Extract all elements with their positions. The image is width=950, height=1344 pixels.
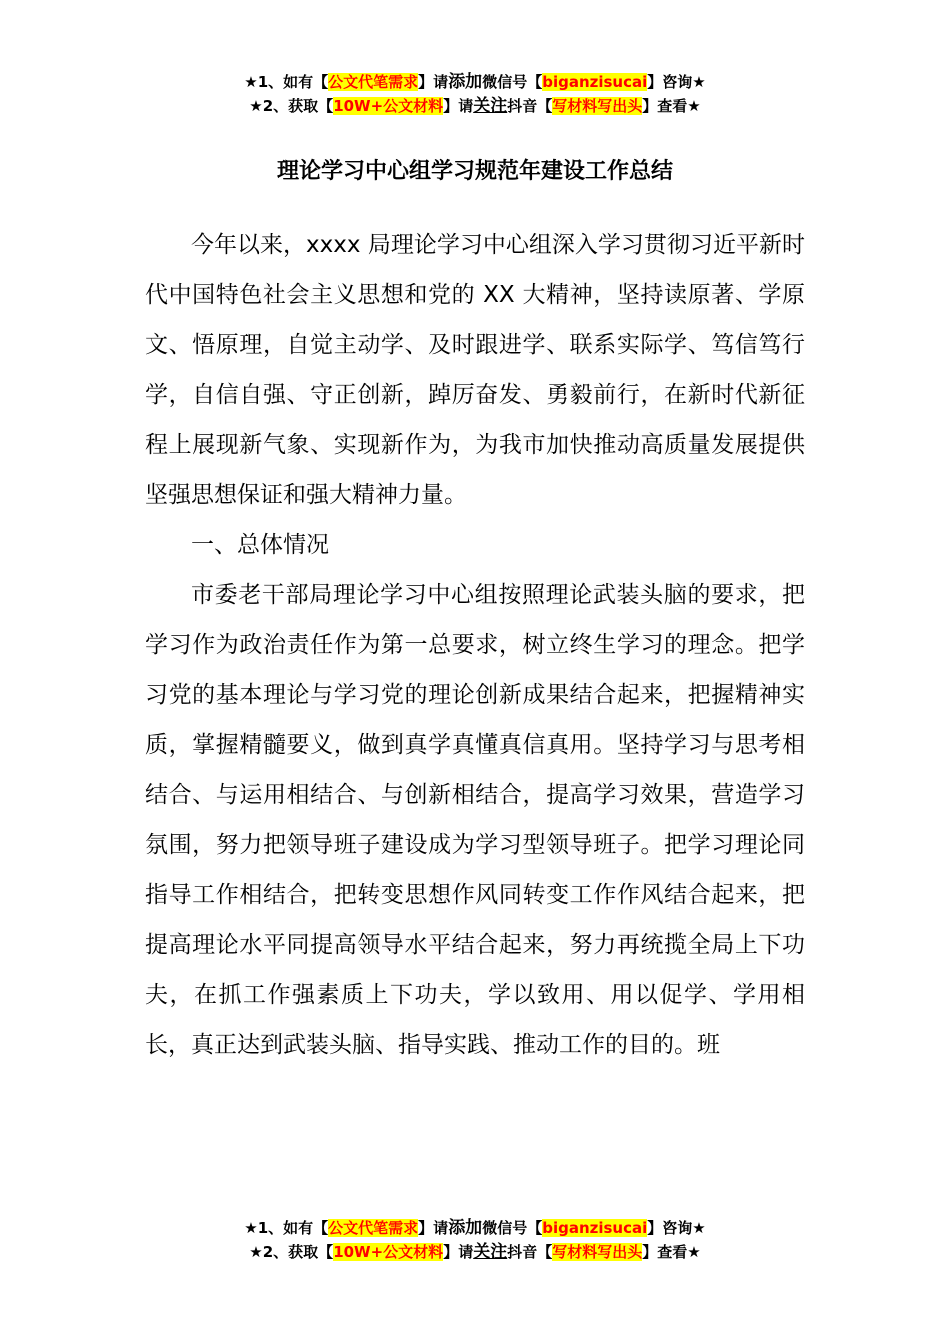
paragraph-overview: 市委老干部局理论学习中心组按照理论武装头脑的要求，把学习作为政治责任作为第一总要求，树立终生学习的理念。把学习党的基本理论与学习党的理论创新成果结合起来，把握精神实质，掌握精髓要义，做到真学真懂真信真用。坚持学习与思考相结合、与运用相结合、与创新相结合，提高学习效果，营造学习氛围，努力把领导班子建设成为学习型领导班子。把学习理论同指导工作相结合，把转变思想作风同转变工作作风结合起来，把提高理论水平同提高领导水平结合起来，努力再统揽全局上下功夫，在抓工作强素质上下功夫，学以致用、用以促学、学用相长，真正达到武装头脑、指导实践、推动工作的目的。班 [145, 582, 805, 1058]
promo-text: 抖音【 [507, 1243, 553, 1261]
promo-emphasis: 关注 [473, 1242, 508, 1262]
promo-text: 】请 [418, 1219, 449, 1237]
promo-highlight-materials: 10W+公文材料 [333, 97, 444, 115]
promo-text: 】咨询★ [647, 73, 706, 91]
promo-text: 微信号【 [482, 73, 543, 91]
promo-text: ★1、如有【 [244, 73, 329, 91]
paragraph-intro: 今年以来，xxxx 局理论学习中心组深入学习贯彻习近平新时代中国特色社会主义思想和党的 XX 大精神，坚持读原著、学原文、悟原理，自觉主动学、及时跟进学、联系实际学、笃信笃行学，自信自强、守正创新，踔厉奋发、勇毅前行，在新时代新征程上展现新气象、实现新作为，为我市加快推动高质量发展提供坚强思想保证和强大精神力量。 [145, 232, 805, 508]
promo-text: 抖音【 [507, 97, 553, 115]
promo-line-1 [0, 1216, 950, 1240]
promo-highlight-douyin: 写材料写出头 [552, 97, 643, 115]
document-body [145, 220, 805, 1070]
promo-text: 】咨询★ [647, 1219, 706, 1237]
promo-text: 微信号【 [482, 1219, 543, 1237]
promo-highlight-wechat: biganzisucai [542, 73, 648, 91]
promo-emphasis: 添加 [448, 1218, 483, 1238]
promo-text: 】请 [443, 97, 474, 115]
promo-highlight-service: 公文代笔需求 [328, 1219, 419, 1237]
promo-text: ★2、获取【 [249, 97, 334, 115]
promo-line-2 [0, 94, 950, 118]
promo-line-1 [0, 70, 950, 94]
promo-highlight-wechat: biganzisucai [542, 1219, 648, 1237]
promo-emphasis: 关注 [473, 96, 508, 116]
promo-highlight-douyin: 写材料写出头 [552, 1243, 643, 1261]
promo-text: 】请 [443, 1243, 474, 1261]
promo-line-2 [0, 1240, 950, 1264]
promo-text: 】查看★ [642, 97, 701, 115]
promo-text: ★2、获取【 [249, 1243, 334, 1261]
document-title: 理论学习中心组学习规范年建设工作总结 [276, 159, 673, 184]
promo-text: ★1、如有【 [244, 1219, 329, 1237]
promo-emphasis: 添加 [448, 72, 483, 92]
section-heading: 一、总体情况 [191, 532, 329, 558]
promo-text: 】请 [418, 73, 449, 91]
promo-highlight-materials: 10W+公文材料 [333, 1243, 444, 1261]
top-promo-banner [0, 70, 950, 118]
promo-highlight-service: 公文代笔需求 [328, 73, 419, 91]
promo-text: 】查看★ [642, 1243, 701, 1261]
bottom-promo-banner [0, 1216, 950, 1264]
